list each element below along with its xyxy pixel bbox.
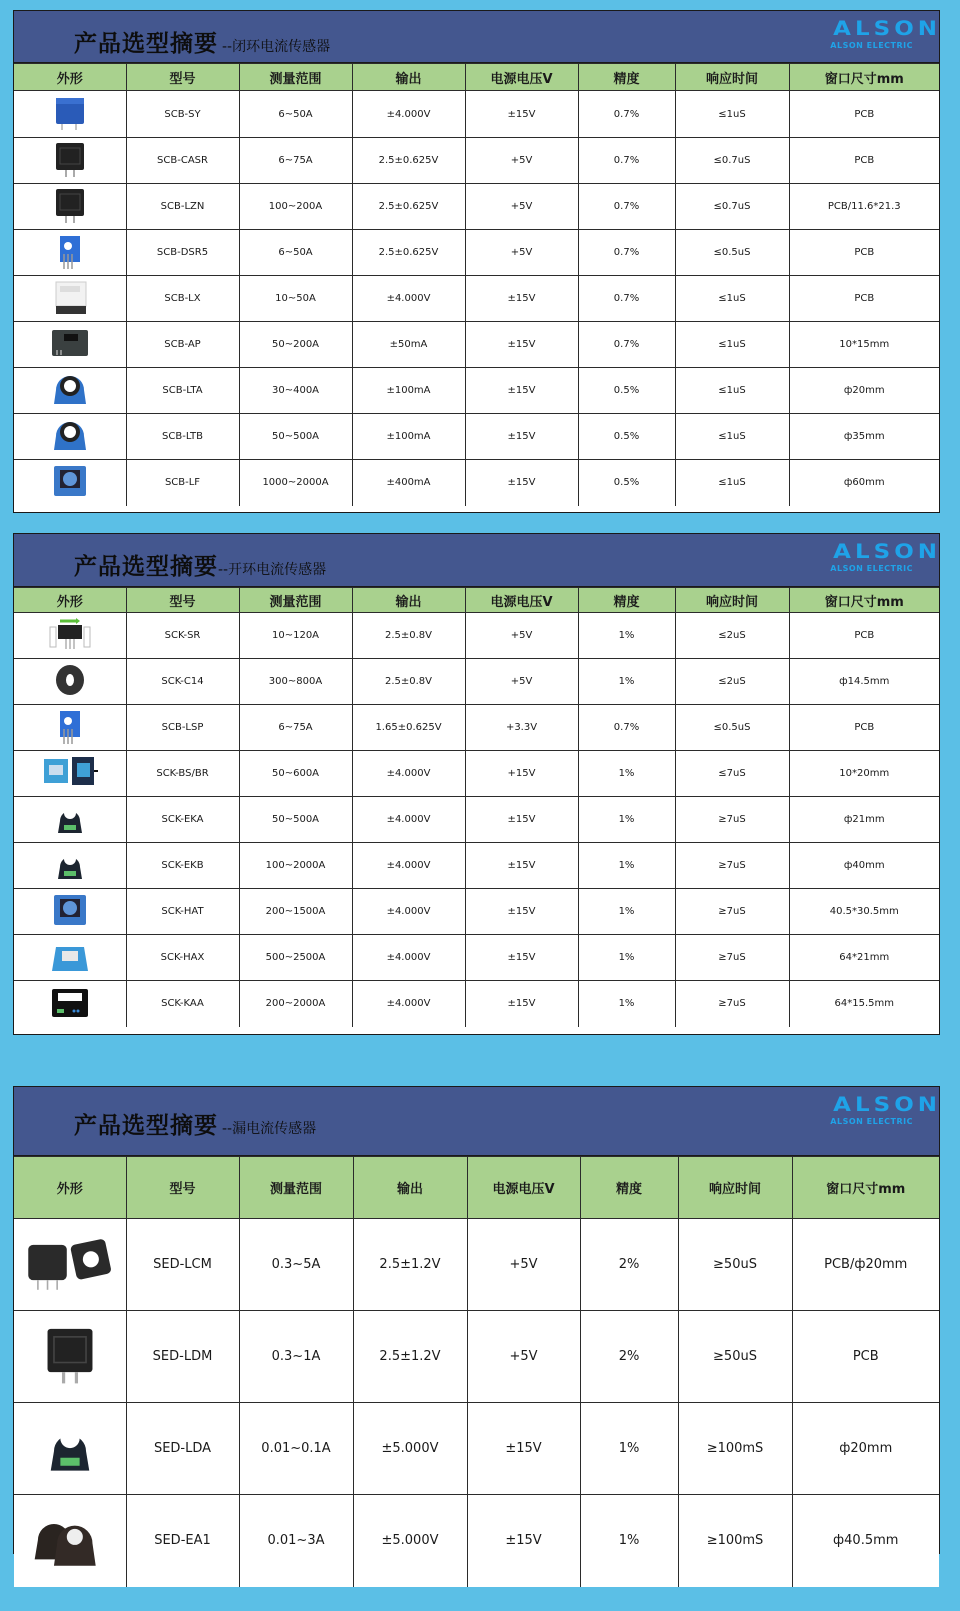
window-cell: ф40.5mm (792, 1495, 939, 1587)
range-cell: 10~50A (239, 276, 352, 322)
table-row (14, 138, 939, 184)
window-cell: ф60mm (789, 460, 939, 506)
supply-cell: +15V (465, 751, 578, 797)
logo-text: ALSON (833, 1093, 941, 1117)
appearance-cell (14, 751, 126, 797)
window-cell: PCB/11.6*21.3 (789, 184, 939, 230)
col-header-output: 输出 (353, 1157, 467, 1219)
col-header-accuracy: 精度 (578, 64, 675, 91)
response-cell: ≥7uS (675, 797, 789, 843)
table-row (14, 1403, 939, 1495)
response-cell: ≤1uS (675, 460, 789, 506)
accuracy-cell: 1% (578, 613, 675, 659)
col-header-model: 型号 (126, 1157, 239, 1219)
table-row (14, 659, 939, 705)
panel-title (74, 548, 326, 581)
supply-cell: ±15V (465, 368, 578, 414)
supply-cell: +5V (465, 184, 578, 230)
col-header-window: 窗口尺寸mm (789, 64, 939, 91)
supply-cell: +5V (465, 613, 578, 659)
supply-cell: ±15V (465, 889, 578, 935)
col-header-response: 响应时间 (675, 588, 789, 613)
title-sub: --漏电流传感器 (222, 1121, 317, 1137)
table-row (14, 797, 939, 843)
accuracy-cell: 0.5% (578, 368, 675, 414)
blue-ring-sensor-icon (42, 370, 98, 411)
appearance-cell (14, 1219, 126, 1311)
model-cell: SCK-KAA (126, 981, 239, 1027)
appearance-cell (14, 138, 126, 184)
panel-title (74, 25, 330, 58)
accuracy-cell: 1% (578, 889, 675, 935)
output-cell: 2.5±1.2V (353, 1311, 467, 1403)
table-row (14, 981, 939, 1027)
col-header-accuracy: 精度 (578, 588, 675, 613)
white-module-sensor-icon (42, 278, 98, 319)
col-header-range: 测量范围 (239, 1157, 353, 1219)
appearance-cell (14, 184, 126, 230)
range-cell: 500~2500A (239, 935, 352, 981)
appearance-cell (14, 797, 126, 843)
appearance-cell (14, 935, 126, 981)
black-block-sensor-icon (25, 1324, 115, 1389)
accuracy-cell: 0.7% (578, 184, 675, 230)
logo-text: ALSON (833, 17, 941, 41)
col-header-window: 窗口尺寸mm (789, 588, 939, 613)
response-cell: ≤0.5uS (675, 705, 789, 751)
range-cell: 0.01~3A (239, 1495, 353, 1587)
accuracy-cell: 0.7% (578, 705, 675, 751)
window-cell: ф40mm (789, 843, 939, 889)
supply-cell: ±15V (465, 843, 578, 889)
range-cell: 10~120A (239, 613, 352, 659)
range-cell: 6~50A (239, 91, 352, 138)
spec-table (14, 1156, 939, 1587)
accuracy-cell: 2% (580, 1311, 678, 1403)
col-header-range: 测量范围 (239, 588, 352, 613)
output-cell: ±5.000V (353, 1403, 467, 1495)
panel-leakage (13, 1086, 940, 1554)
response-cell: ≥50uS (678, 1311, 792, 1403)
response-cell: ≥7uS (675, 889, 789, 935)
model-cell: SED-LDA (126, 1403, 239, 1495)
appearance-cell (14, 981, 126, 1027)
supply-cell: ±15V (467, 1403, 580, 1495)
black-pcb-sensor-icon (42, 615, 98, 656)
window-cell: PCB (789, 91, 939, 138)
accuracy-cell: 1% (578, 659, 675, 705)
window-cell: ф14.5mm (789, 659, 939, 705)
model-cell: SCB-SY (126, 91, 239, 138)
output-cell: 2.5±0.625V (352, 184, 465, 230)
title-main: 产品选型摘要 (74, 31, 218, 57)
window-cell: PCB (789, 230, 939, 276)
model-cell: SCK-HAT (126, 889, 239, 935)
col-header-response: 响应时间 (675, 64, 789, 91)
response-cell: ≤1uS (675, 276, 789, 322)
blue-frame-sensor-icon (42, 891, 98, 932)
black-ring-pair-sensor-icon (25, 1508, 115, 1573)
range-cell: 50~500A (239, 414, 352, 460)
spec-table (14, 63, 939, 506)
black-ring-stand-sensor-icon (42, 799, 98, 840)
accuracy-cell: 1% (578, 981, 675, 1027)
col-header-output: 输出 (352, 64, 465, 91)
appearance-cell (14, 1403, 126, 1495)
logo-subtext: ALSON ELECTRIC (830, 41, 913, 50)
title-main: 产品选型摘要 (74, 1113, 218, 1139)
title-main: 产品选型摘要 (74, 554, 218, 580)
range-cell: 200~2000A (239, 981, 352, 1027)
appearance-cell (14, 91, 126, 138)
supply-cell: +5V (465, 659, 578, 705)
range-cell: 1000~2000A (239, 460, 352, 506)
accuracy-cell: 1% (580, 1403, 678, 1495)
range-cell: 50~600A (239, 751, 352, 797)
range-cell: 100~2000A (239, 843, 352, 889)
appearance-cell (14, 705, 126, 751)
table-row (14, 889, 939, 935)
col-header-accuracy: 精度 (580, 1157, 678, 1219)
model-cell: SCK-BS/BR (126, 751, 239, 797)
col-header-model: 型号 (126, 64, 239, 91)
logo-subtext: ALSON ELECTRIC (830, 1117, 913, 1126)
response-cell: ≥7uS (675, 981, 789, 1027)
black-block-sensor-icon (42, 140, 98, 181)
dark-window-sensor-icon (42, 324, 98, 365)
response-cell: ≤7uS (675, 751, 789, 797)
window-cell: ф20mm (792, 1403, 939, 1495)
table-row (14, 91, 939, 138)
supply-cell: +5V (467, 1311, 580, 1403)
accuracy-cell: 2% (580, 1219, 678, 1311)
col-header-response: 响应时间 (678, 1157, 792, 1219)
appearance-cell (14, 613, 126, 659)
output-cell: ±4.000V (352, 91, 465, 138)
panel-header (14, 534, 939, 587)
output-cell: ±100mA (352, 368, 465, 414)
range-cell: 6~75A (239, 138, 352, 184)
blue-tab-sensor-icon (42, 232, 98, 273)
range-cell: 6~50A (239, 230, 352, 276)
blue-cube-sensor-icon (42, 94, 98, 135)
response-cell: ≤2uS (675, 613, 789, 659)
title-sub: --闭环电流传感器 (222, 39, 331, 55)
black-square-pair-sensor-icon (25, 1232, 115, 1297)
model-cell: SED-LCM (126, 1219, 239, 1311)
output-cell: ±4.000V (352, 843, 465, 889)
accuracy-cell: 0.7% (578, 138, 675, 184)
range-cell: 300~800A (239, 659, 352, 705)
output-cell: ±100mA (352, 414, 465, 460)
col-header-appearance: 外形 (14, 1157, 126, 1219)
accuracy-cell: 0.5% (578, 414, 675, 460)
model-cell: SCB-LF (126, 460, 239, 506)
accuracy-cell: 0.7% (578, 230, 675, 276)
model-cell: SCB-CASR (126, 138, 239, 184)
output-cell: 2.5±0.8V (352, 659, 465, 705)
col-header-supply: 电源电压V (467, 1157, 580, 1219)
model-cell: SED-LDM (126, 1311, 239, 1403)
supply-cell: ±15V (465, 322, 578, 368)
response-cell: ≤0.7uS (675, 184, 789, 230)
table-row (14, 751, 939, 797)
response-cell: ≤1uS (675, 91, 789, 138)
supply-cell: +5V (465, 230, 578, 276)
spec-table (14, 587, 939, 1027)
supply-cell: +3.3V (465, 705, 578, 751)
col-header-range: 测量范围 (239, 64, 352, 91)
window-cell: PCB (789, 705, 939, 751)
black-ring-stand-sensor-icon (42, 845, 98, 886)
window-cell: ф35mm (789, 414, 939, 460)
window-cell: PCB (789, 138, 939, 184)
model-cell: SCB-LTA (126, 368, 239, 414)
supply-cell: ±15V (465, 91, 578, 138)
output-cell: 2.5±1.2V (353, 1219, 467, 1311)
logo-subtext: ALSON ELECTRIC (830, 564, 913, 573)
range-cell: 200~1500A (239, 889, 352, 935)
blue-frame-sensor-icon (42, 462, 98, 503)
model-cell: SCK-SR (126, 613, 239, 659)
window-cell: ф20mm (789, 368, 939, 414)
black-ring-stand-sensor-icon (25, 1416, 115, 1481)
panel-open-loop (13, 533, 940, 1035)
range-cell: 0.3~1A (239, 1311, 353, 1403)
black-slot-sensor-icon (42, 983, 98, 1024)
alson-logo (811, 17, 941, 50)
supply-cell: ±15V (467, 1495, 580, 1587)
accuracy-cell: 0.7% (578, 322, 675, 368)
model-cell: SED-EA1 (126, 1495, 239, 1587)
model-cell: SCB-LX (126, 276, 239, 322)
table-row (14, 1495, 939, 1587)
response-cell: ≥50uS (678, 1219, 792, 1311)
supply-cell: ±15V (465, 460, 578, 506)
table-row (14, 843, 939, 889)
output-cell: 2.5±0.625V (352, 138, 465, 184)
appearance-cell (14, 368, 126, 414)
range-cell: 50~500A (239, 797, 352, 843)
response-cell: ≤0.5uS (675, 230, 789, 276)
table-row (14, 230, 939, 276)
model-cell: SCB-LSP (126, 705, 239, 751)
window-cell: 10*15mm (789, 322, 939, 368)
black-ring-sensor-icon (42, 661, 98, 702)
window-cell: PCB (792, 1311, 939, 1403)
accuracy-cell: 1% (578, 797, 675, 843)
output-cell: ±4.000V (352, 935, 465, 981)
alson-logo (811, 540, 941, 573)
blue-box-pair-sensor-icon (42, 753, 98, 794)
window-cell: 64*21mm (789, 935, 939, 981)
range-cell: 6~75A (239, 705, 352, 751)
window-cell: 40.5*30.5mm (789, 889, 939, 935)
accuracy-cell: 1% (580, 1495, 678, 1587)
window-cell: PCB (789, 276, 939, 322)
title-sub: --开环电流传感器 (218, 562, 327, 578)
appearance-cell (14, 414, 126, 460)
appearance-cell (14, 1311, 126, 1403)
response-cell: ≥100mS (678, 1403, 792, 1495)
model-cell: SCK-HAX (126, 935, 239, 981)
logo-text: ALSON (833, 540, 941, 564)
panel-header (14, 11, 939, 63)
supply-cell: +5V (465, 138, 578, 184)
table-row (14, 414, 939, 460)
blue-ring-sensor-icon (42, 416, 98, 457)
range-cell: 0.01~0.1A (239, 1403, 353, 1495)
appearance-cell (14, 276, 126, 322)
appearance-cell (14, 230, 126, 276)
accuracy-cell: 0.7% (578, 276, 675, 322)
appearance-cell (14, 460, 126, 506)
supply-cell: ±15V (465, 797, 578, 843)
range-cell: 0.3~5A (239, 1219, 353, 1311)
window-cell: 10*20mm (789, 751, 939, 797)
table-row (14, 705, 939, 751)
response-cell: ≥7uS (675, 935, 789, 981)
table-header-row (14, 1157, 939, 1219)
window-cell: ф21mm (789, 797, 939, 843)
supply-cell: ±15V (465, 414, 578, 460)
supply-cell: ±15V (465, 981, 578, 1027)
panel-closed-loop (13, 10, 940, 513)
range-cell: 50~200A (239, 322, 352, 368)
table-row (14, 322, 939, 368)
table-row (14, 1311, 939, 1403)
response-cell: ≤1uS (675, 322, 789, 368)
table-row (14, 613, 939, 659)
appearance-cell (14, 659, 126, 705)
output-cell: ±5.000V (353, 1495, 467, 1587)
table-row (14, 184, 939, 230)
output-cell: 1.65±0.625V (352, 705, 465, 751)
response-cell: ≤0.7uS (675, 138, 789, 184)
table-header-row (14, 588, 939, 613)
col-header-supply: 电源电压V (465, 588, 578, 613)
col-header-appearance: 外形 (14, 588, 126, 613)
output-cell: ±4.000V (352, 751, 465, 797)
table-row (14, 935, 939, 981)
col-header-window: 窗口尺寸mm (792, 1157, 939, 1219)
col-header-model: 型号 (126, 588, 239, 613)
table-row (14, 276, 939, 322)
response-cell: ≥100mS (678, 1495, 792, 1587)
black-block-sensor-icon (42, 186, 98, 227)
supply-cell: ±15V (465, 276, 578, 322)
col-header-output: 输出 (352, 588, 465, 613)
model-cell: SCB-AP (126, 322, 239, 368)
model-cell: SCK-EKA (126, 797, 239, 843)
appearance-cell (14, 843, 126, 889)
accuracy-cell: 1% (578, 935, 675, 981)
model-cell: SCK-C14 (126, 659, 239, 705)
output-cell: 2.5±0.8V (352, 613, 465, 659)
output-cell: ±4.000V (352, 981, 465, 1027)
response-cell: ≤1uS (675, 414, 789, 460)
table-row (14, 1219, 939, 1311)
accuracy-cell: 1% (578, 843, 675, 889)
window-cell: PCB (789, 613, 939, 659)
col-header-supply: 电源电压V (465, 64, 578, 91)
supply-cell: ±15V (465, 935, 578, 981)
blue-slot-sensor-icon (42, 937, 98, 978)
appearance-cell (14, 1495, 126, 1587)
accuracy-cell: 0.7% (578, 91, 675, 138)
appearance-cell (14, 889, 126, 935)
window-cell: 64*15.5mm (789, 981, 939, 1027)
accuracy-cell: 0.5% (578, 460, 675, 506)
model-cell: SCB-LZN (126, 184, 239, 230)
response-cell: ≤2uS (675, 659, 789, 705)
range-cell: 100~200A (239, 184, 352, 230)
appearance-cell (14, 322, 126, 368)
range-cell: 30~400A (239, 368, 352, 414)
accuracy-cell: 1% (578, 751, 675, 797)
output-cell: ±400mA (352, 460, 465, 506)
response-cell: ≤1uS (675, 368, 789, 414)
col-header-appearance: 外形 (14, 64, 126, 91)
window-cell: PCB/ф20mm (792, 1219, 939, 1311)
output-cell: ±4.000V (352, 797, 465, 843)
table-row (14, 368, 939, 414)
model-cell: SCB-LTB (126, 414, 239, 460)
model-cell: SCB-DSR5 (126, 230, 239, 276)
output-cell: ±4.000V (352, 889, 465, 935)
output-cell: ±50mA (352, 322, 465, 368)
panel-header (14, 1087, 939, 1156)
alson-logo (811, 1093, 941, 1126)
output-cell: ±4.000V (352, 276, 465, 322)
supply-cell: +5V (467, 1219, 580, 1311)
output-cell: 2.5±0.625V (352, 230, 465, 276)
blue-tab-sensor-icon (42, 707, 98, 748)
table-row (14, 460, 939, 506)
table-header-row (14, 64, 939, 91)
response-cell: ≥7uS (675, 843, 789, 889)
model-cell: SCK-EKB (126, 843, 239, 889)
panel-title (74, 1107, 316, 1140)
